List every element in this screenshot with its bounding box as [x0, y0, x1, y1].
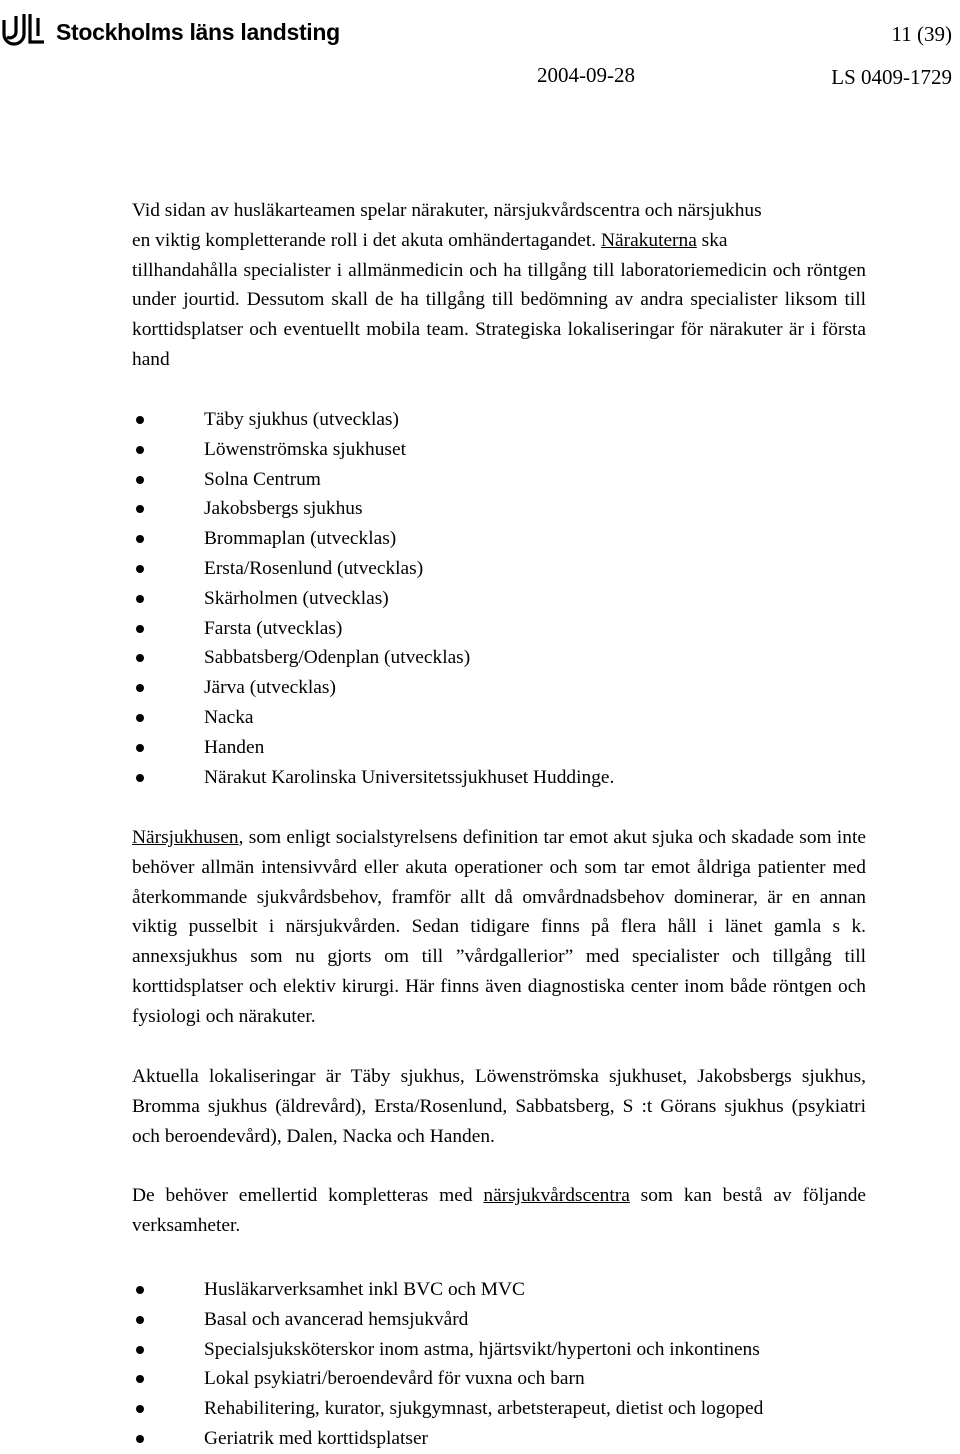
- list-item: Löwenströmska sjukhuset: [132, 435, 866, 465]
- list-item: Basal och avancerad hemsjukvård: [132, 1305, 866, 1335]
- list-item: Täby sjukhus (utvecklas): [132, 405, 866, 435]
- list-item: Sabbatsberg/Odenplan (utvecklas): [132, 643, 866, 673]
- list-item: Brommaplan (utvecklas): [132, 524, 866, 554]
- list-item: Specialsjuksköterskor inom astma, hjärtsvikt/hypertoni och inkontinens: [132, 1335, 866, 1365]
- text-span: som kan bestå av följande verksamheter.: [132, 1185, 866, 1236]
- paragraph-line: [132, 226, 866, 256]
- document-reference: LS 0409-1729: [831, 65, 952, 89]
- services-list: [132, 1275, 866, 1454]
- paragraph-text: tillhandahålla specialister i allmänmedicin och ha tillgång till laboratoriemedicin och röntgen under jourtid. Dessutom skall de ha tillgång till bedömning av andra specialister liksom till korttidsplatser och eventuellt mobila team. Strategiska lokaliseringar för närakuter är i första hand: [132, 259, 866, 370]
- list-item: Ersta/Rosenlund (utvecklas): [132, 554, 866, 584]
- paragraph-complement: [132, 1181, 866, 1241]
- paragraph-line: Vid sidan av husläkarteamen spelar närakuter, närsjukvårdscentra och närsjukhus: [132, 200, 762, 221]
- text-span: ska: [696, 229, 728, 251]
- term-narsjukvardscentra: närsjukvårdscentra: [483, 1185, 630, 1206]
- list-item: Jakobsbergs sjukhus: [132, 494, 866, 524]
- org-logo: [0, 10, 340, 50]
- list-item: Lokal psykiatri/beroendevård för vuxna och barn: [132, 1364, 866, 1394]
- sll-emblem-icon: [0, 10, 50, 50]
- paragraph-text: [132, 1181, 866, 1241]
- paragraph-intro: [132, 196, 866, 375]
- list-item: Nacka: [132, 703, 866, 733]
- list-item: Närakut Karolinska Universitetssjukhuset Huddinge.: [132, 763, 866, 793]
- list-item: Geriatrik med korttidsplatser: [132, 1424, 866, 1454]
- text-span: De behöver emellertid kompletteras med: [132, 1185, 484, 1206]
- list-item: Rehabilitering, kurator, sjukgymnast, arbetsterapeut, dietist och logoped: [132, 1394, 866, 1424]
- list-item: Handen: [132, 733, 866, 763]
- page-number: 11 (39): [891, 22, 952, 46]
- list-item: Järva (utvecklas): [132, 673, 866, 703]
- document-date: 2004-09-28: [537, 63, 635, 87]
- list-item: Skärholmen (utvecklas): [132, 584, 866, 614]
- list-item: Solna Centrum: [132, 465, 866, 495]
- term-narakuterna: Närakuterna: [601, 229, 697, 251]
- org-name: Stockholms läns landsting: [56, 18, 340, 45]
- paragraph-narsjukhus: [132, 823, 866, 1032]
- text-span: en viktig kompletterande roll i det akuta omhändertagandet.: [132, 229, 601, 251]
- term-narsjukhusen: Närsjukhusen: [132, 827, 239, 848]
- text-span: , som enligt socialstyrelsens definition tar emot akut sjuka och skadade som inte behöver allmän intensivvård eller akuta operationer och som tar emot åldriga patienter med återkommande sjukvårdsbehov, framför allt då omvårdnadsbehov dominerar, är en annan viktig pusselbit i närsjukvården. Sedan tidigare finns på flera håll i länet gamla s k. annexsjukhus som nu gjorts om till ”vårdgallerior” med specialister och tillgång till korttidsplatser och elektiv kirurgi. Här finns även diagnostiska center inom både röntgen och fysiologi och närakuter.: [132, 827, 866, 1027]
- paragraph-text: Aktuella lokaliseringar är Täby sjukhus, Löwenströmska sjukhuset, Jakobsbergs sjukhus, Bromma sjukhus (äldrevård), Ersta/Rosenlund, Sabbatsberg, S :t Görans sjukhus (psykiatri och beroendevård), Dalen, Nacka och Handen.: [132, 1066, 866, 1147]
- emergency-locations-list: [132, 405, 866, 792]
- list-item: Farsta (utvecklas): [132, 614, 866, 644]
- paragraph-text: [132, 823, 866, 1032]
- list-item: Husläkarverksamhet inkl BVC och MVC: [132, 1275, 866, 1305]
- paragraph-locations: [132, 1062, 866, 1151]
